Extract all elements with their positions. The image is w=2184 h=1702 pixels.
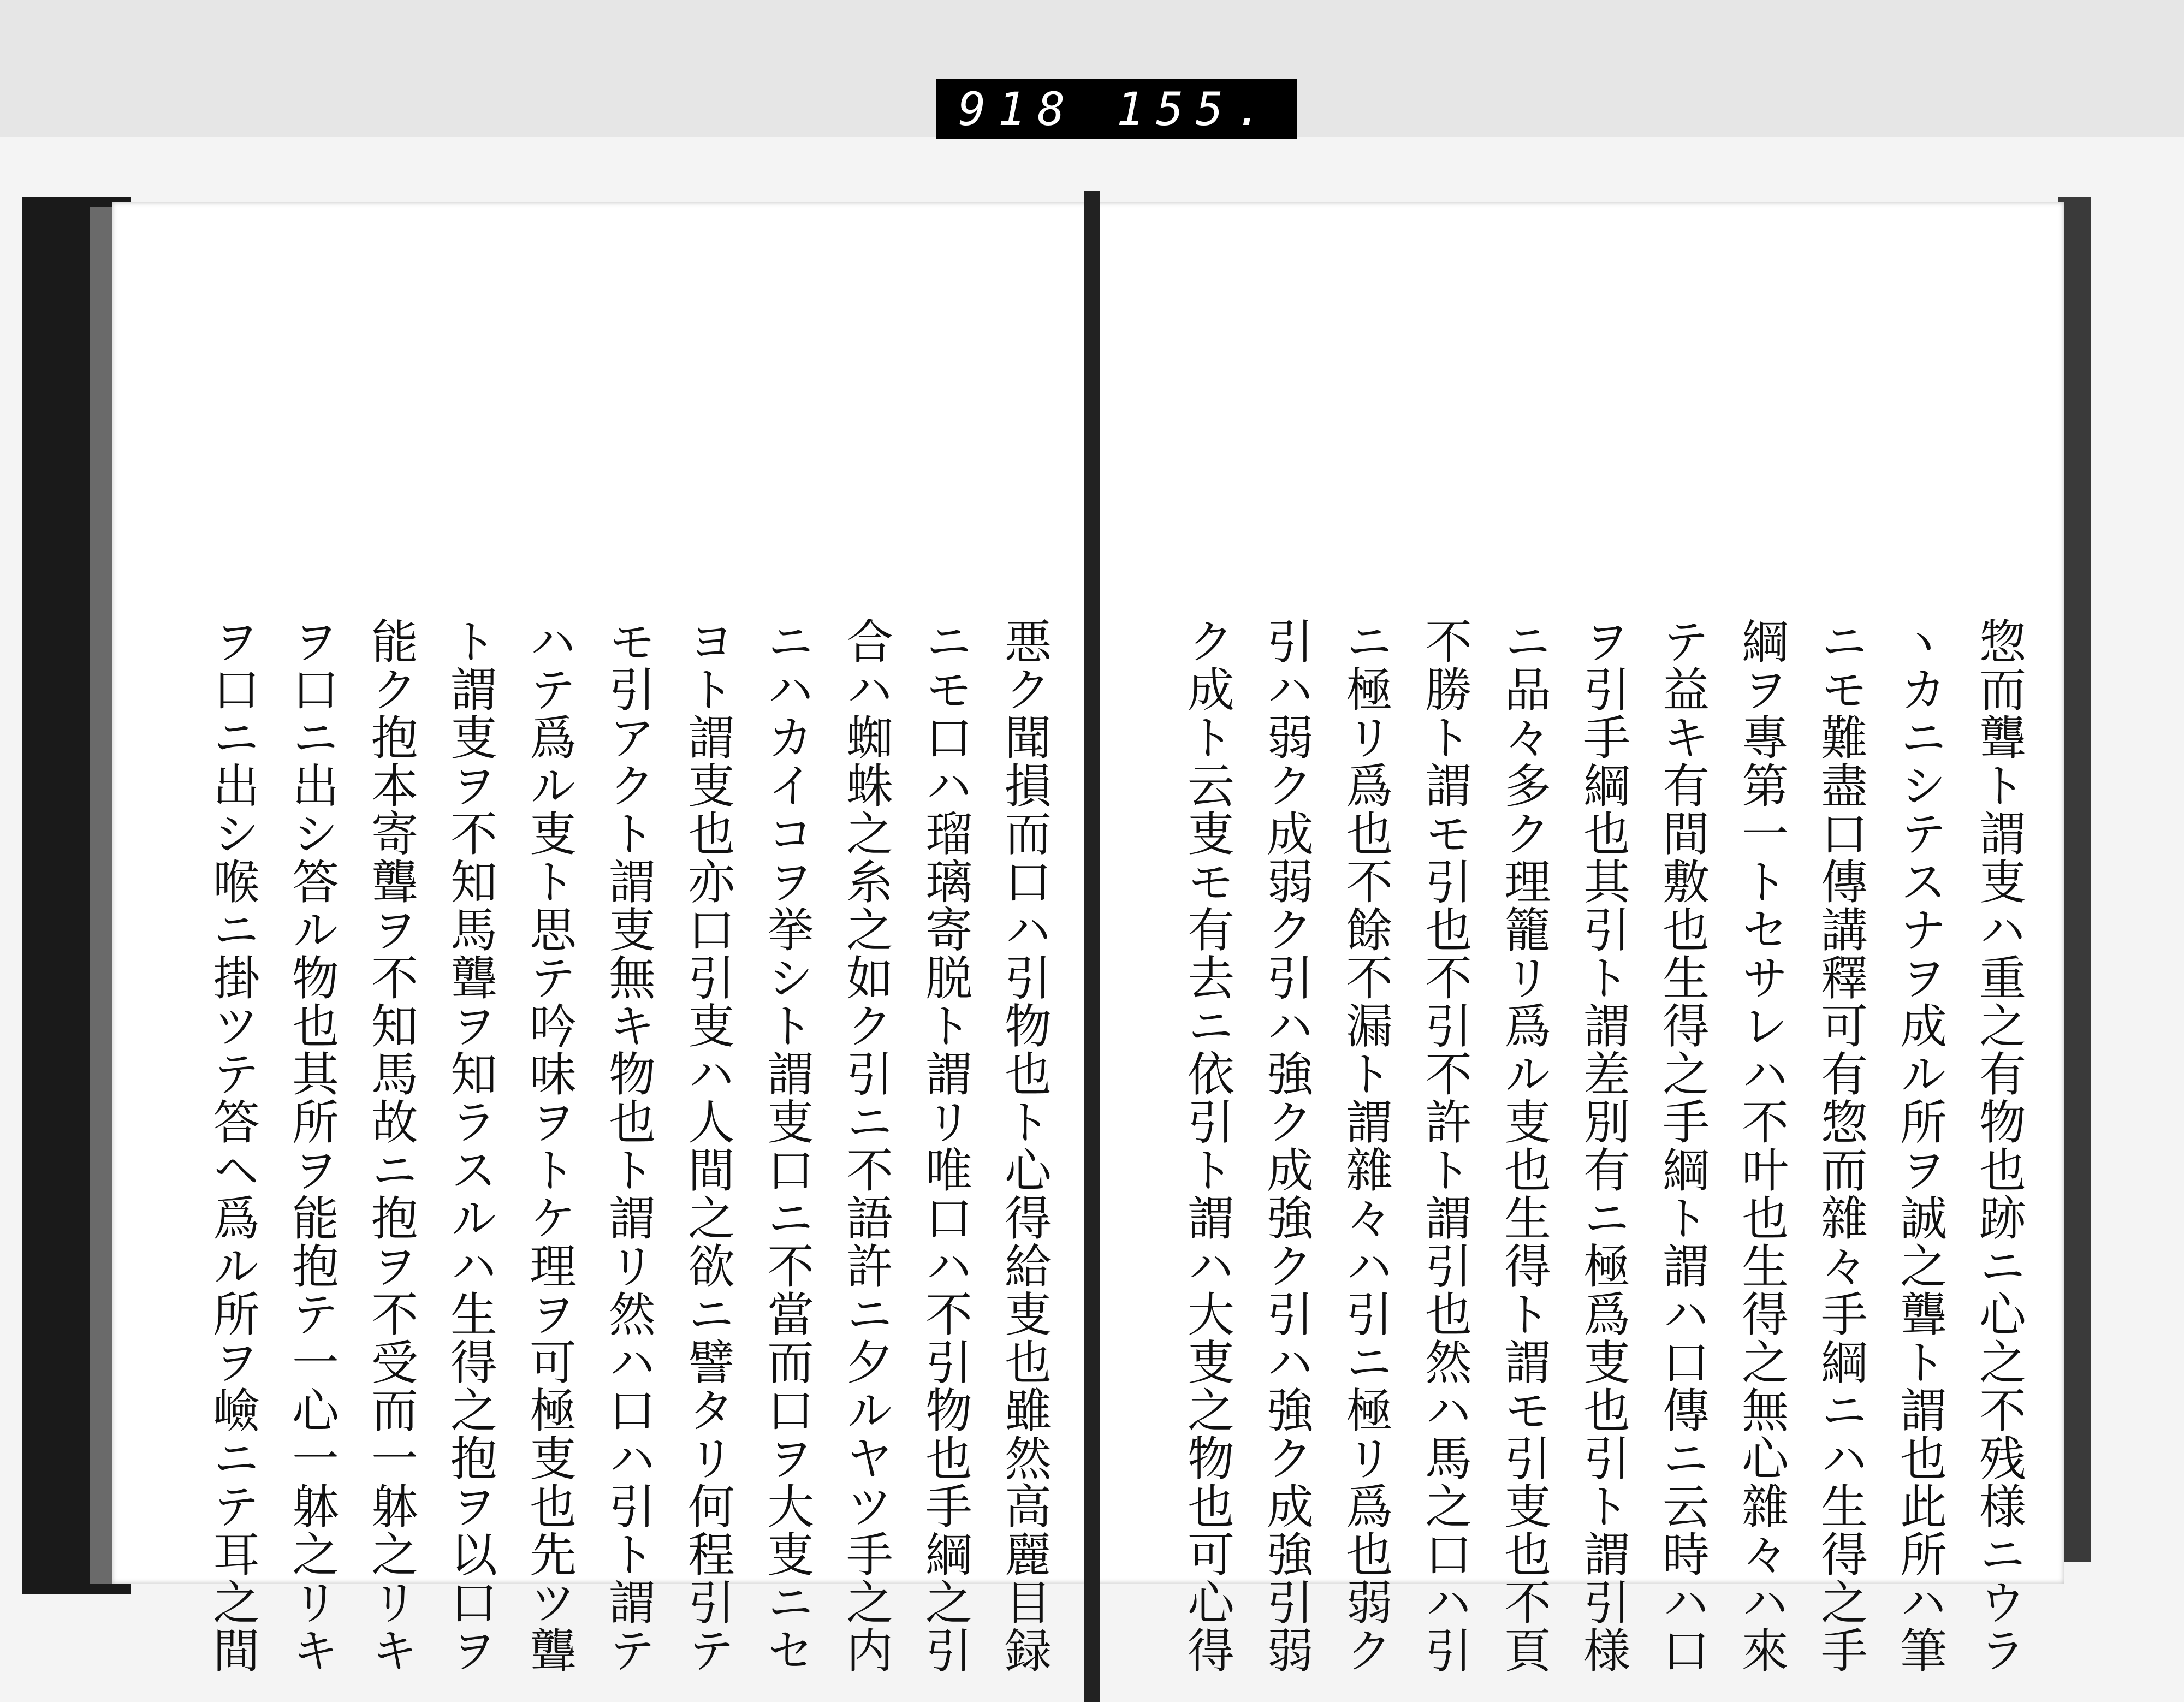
left-page (112, 202, 1089, 1674)
text-column: ヲ引手綱也其引ト謂差別有ニ極爲叓也引ト謂引様 (1575, 617, 1630, 1674)
book-gutter (1084, 191, 1100, 1702)
archive-number-left: 918 (958, 82, 1077, 136)
text-column: ニ極リ爲也不餘不漏ト謂雜々ハ引ニ極リ爲也弱ク (1338, 617, 1392, 1674)
text-column: 悪ク聞損而口ハ引物也ト心得給叓也雖然高麗目録 (996, 617, 1051, 1674)
text-column: ヽカニシテスナヲ成ル所ヲ誠之聾ト謂也此所ハ筆 (1892, 617, 1946, 1674)
archive-label (936, 79, 1297, 139)
text-column: テ益キ有間敷也生得之手綱ト謂ハ口傳ニ云時ハ口 (1654, 617, 1709, 1674)
text-column: ト謂叓ヲ不知馬聾ヲ知ラスルハ生得之抱ヲ以口ヲ (442, 617, 497, 1674)
text-column: ニ品々多ク理籠リ爲ル叓也生得ト謂モ引叓也不頁 (1496, 617, 1551, 1674)
text-column: ヲ口ニ出シ答ル物也其所ヲ能抱テ一心一躰之リキ (284, 617, 339, 1674)
text-column: 引ハ弱ク成弱ク引ハ強ク成強ク引ハ強ク成強引弱 (1259, 617, 1313, 1674)
archive-number-right: 155. (1116, 82, 1275, 136)
text-column: 惣而聾ト謂叓ハ重之有物也跡ニ心之不残様ニウラ (1971, 617, 2026, 1674)
right-page (1092, 202, 2064, 1674)
text-column: 不勝ト謂モ引也不引不許ト謂引也然ハ馬之口ハ引 (1417, 617, 1471, 1674)
text-column: ヲ口ニ出シ喉ニ掛ツテ答ヘ爲ル所ヲ嶮ニテ耳之間 (205, 617, 259, 1674)
text-column: モ引アクト謂叓無キ物也ト謂リ然ハ口ハ引ト謂テ (601, 617, 655, 1674)
text-column: 合ハ蜘蛛之糸之如ク引ニ不語許ニ夕ルヤツ手之内 (838, 617, 893, 1674)
text-column: ク成ト云叓モ有去ニ依引ト謂ハ大叓之物也可心得 (1179, 617, 1234, 1674)
text-column: ニハカイコヲ挙シト謂叓口ニ不當而口ヲ大叓ニセ (759, 617, 814, 1674)
text-column: 能ク抱本寄聾ヲ不知馬故ニ抱ヲ不受而一躰之リキ (363, 617, 418, 1674)
text-column: 綱ヲ專第一トセサレハ不叶也生得之無心雜々ハ來 (1734, 617, 1788, 1674)
text-column: ニモ難盡口傳講釋可有惣而雜々手綱ニハ生得之手 (1813, 617, 1867, 1674)
text-column: ニモ口ハ瑠璃寄脱ト謂リ唯口ハ不引物也手綱之引 (917, 617, 972, 1674)
page-stack-left (90, 207, 112, 1584)
text-column: ヨト謂叓也亦口引叓ハ人間之欲ニ譬タリ何程引テ (680, 617, 734, 1674)
text-column: ハテ爲ル叓ト思テ吟味ヲトケ理ヲ可極叓也先ツ聾 (521, 617, 576, 1674)
